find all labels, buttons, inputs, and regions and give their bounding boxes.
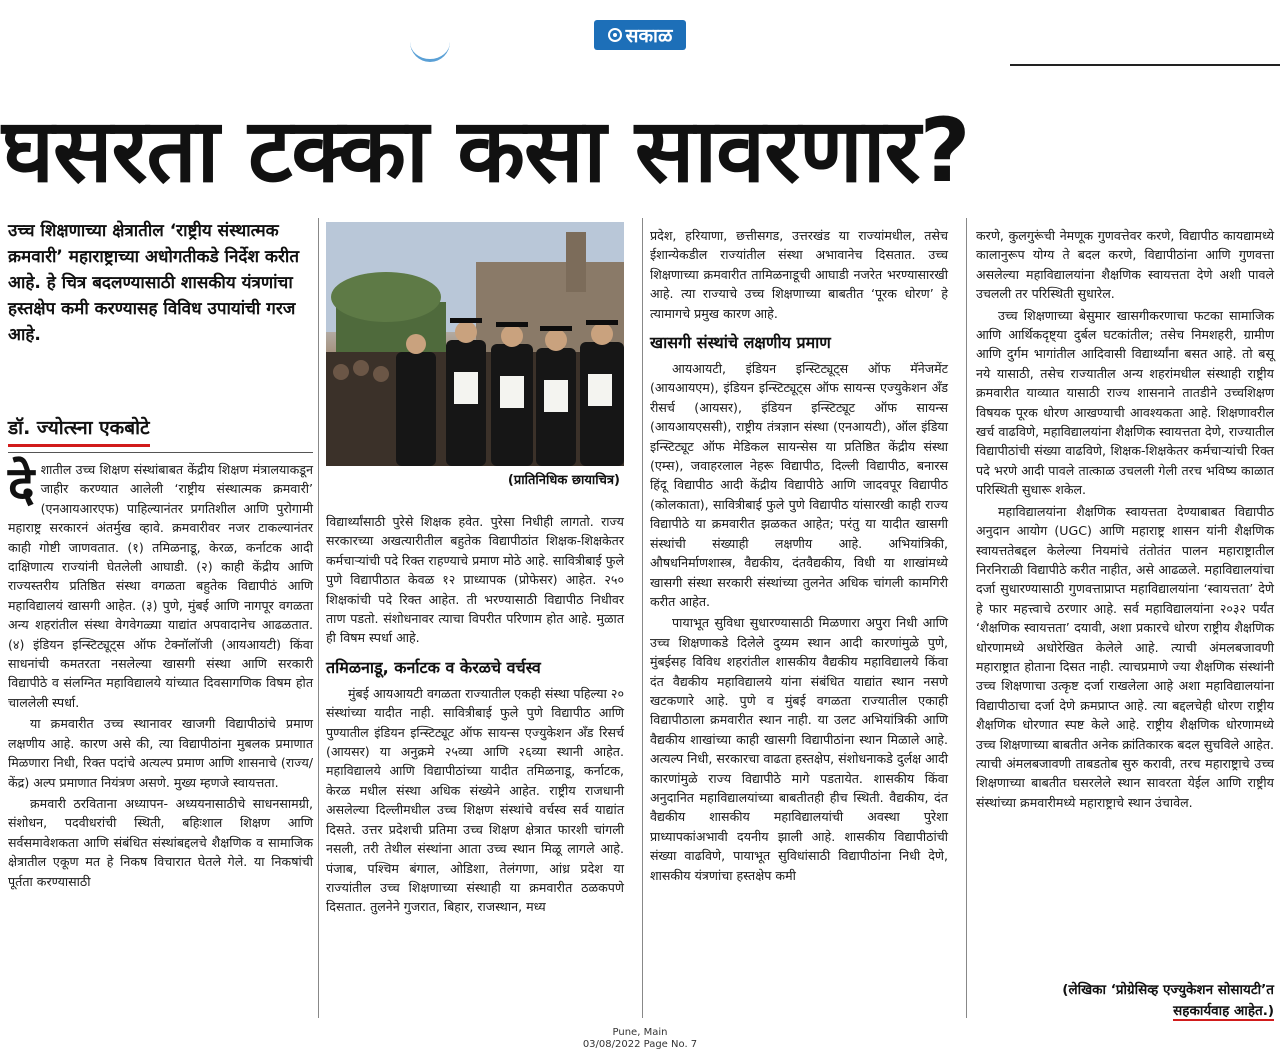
column-divider <box>966 218 967 1018</box>
photo-caption: (प्रातिनिधिक छायाचित्र) <box>507 473 620 488</box>
photo-illustration <box>326 222 624 466</box>
paragraph: क्रमवारी ठरविताना अध्यापन- अध्ययनासाठीचे साधनसामग्री, संशोधन, पदवीधरांची स्थिती, बहिःशाल शिक्षण आणि सर्वसमावेशकता आणि संबंधित संस्थांबद्दलचे शैक्षणिक व सामाजिक क्षेत्रातील एकूण मत हे निकष विचारात घेतले गेले. या निकषांची पूर्तता करण्यासाठी <box>8 795 313 889</box>
page-footer <box>0 1027 1280 1051</box>
paragraph: उच्च शिक्षणाच्या बेसुमार खासगीकरणाचा फटका सामाजिक आणि आर्थिकदृष्ट्या दुर्बल घटकांतील; तसेच निमशहरी, ग्रामीण आणि दुर्गम भागांतील आदिवासी विद्यार्थ्यांना बसत आहे. तो बसू नये यासाठी, तसेच राज्यातील अन्य शहरांमधील संस्थाही राष्ट्रीय क्रमवारीत याव्यात यासाठी राज्य शासनाने तातडीने उच्चशिक्षण विषयक पूरक धोरण आखण्याची आवश्यकता आहे. शिक्षणावरील खर्च वाढविणे, महाविद्यालयांना शैक्षणिक स्वायत्तता देणे, राज्यातील विद्यापीठांची संख्या वाढविणे, शिक्षक-शिक्षकेतर कर्मचाऱ्यांची रिक्त पदे भरणे आदी पावले तात्काळ उचलली गेली तरच भविष्य काळात परिस्थिती सुधारू शकेल. <box>976 307 1274 498</box>
sakal-logo-icon <box>608 28 622 42</box>
paragraph: आयआयटी, इंडियन इन्स्टिट्यूट्स ऑफ मॅनेजमेंट (आयआयएम), इंडियन इन्स्टिट्यूट्स ऑफ सायन्स एज्युकेशन अँड रीसर्च (आयसर), इंडियन इन्स्टिट्यूट ऑफ सायन्स (आयआयएससी), राष्ट्रीय तंत्रज्ञान संस्था (एनआयटी), ऑल इंडिया इन्स्टिट्यूट ऑफ मेडिकल सायन्सेस या प्रतिष्ठित केंद्रीय संस्था (एम्स), जवाहरलाल नेहरू विद्यापीठ, दिल्ली विद्यापीठ, बनारस हिंदू विद्यापीठ आदी केंद्रीय विद्यापीठे आणि जादवपूर विद्यापीठ (कोलकाता), सावित्रीबाई फुले पुणे विद्यापीठ यांसारखी काही राज्य विद्यापीठे या क्रमवारीत झळकत आहेत; परंतु या यादीत खासगी संस्थांची संख्याही लक्षणीय आहे. अभियांत्रिकी, औषधनिर्माणशास्त्र, वैद्यकीय, दंतवैद्यकीय, विधी या शाखांमध्ये खासगी संस्था सरकारी संस्थांच्या तुलनेत अधिक चांगली कामगिरी करीत आहेत. <box>650 361 948 609</box>
drop-cap: दे <box>8 456 35 514</box>
footer-date-page: 03/08/2022 Page No. 7 <box>582 1039 698 1050</box>
credit-line-1: (लेखिका ‘प्रोग्रेसिव्ह एज्युकेशन सोसायटी’त <box>1062 982 1274 998</box>
column-divider <box>642 218 643 1018</box>
subheading: खासगी संस्थांचे लक्षणीय प्रमाण <box>650 333 831 353</box>
credit-line-2: सहकार्यवाह आहेत.) <box>1173 1003 1274 1019</box>
decorative-arc <box>410 40 450 62</box>
paragraph: महाविद्यालयांना शैक्षणिक स्वायत्तता देण्याबाबत विद्यापीठ अनुदान आयोग (UGC) आणि महाराष्ट्र शासन यांनी शैक्षणिक स्वायत्ततेबद्दल केलेल्या नियमांचे तंतोतंत पालन महाराष्ट्रातील निरनिराळी विद्यापीठे करीत नाहीत, असे आढळले. महाविद्यालयांचा दर्जा सुधारण्यासाठी गुणवत्ताप्राप्त महाविद्यालयांना ‘स्वायत्तता’ देणे हे फार महत्त्वाचे ठरणार आहे. सर्व महाविद्यालयांना २०३२ पर्यंत ‘शैक्षणिक स्वायत्तता’ दयावी, अशा प्रकारचे धोरण राष्ट्रीय शैक्षणिक धोरणामध्ये अधोरेखित केलेले आहे. त्याची अंमलबजावणी महाराष्ट्रात होताना दिसत नाही. त्याचप्रमाणे ज्या शैक्षणिक संस्थांनी उच्च शिक्षणाचा उत्कृष्ट दर्जा राखलेला आहे अशा महाविद्यालयांना विद्यापीठाचा दर्जा देणे क्रमप्राप्त आहे. त्या बद्दलचेही धोरण राष्ट्रीय शैक्षणिक धोरणात स्पष्ट केले आहे. राष्ट्रीय शैक्षणिक धोरणामध्ये उच्च शिक्षणाच्या बाबतीत अनेक क्रांतिकारक बदल सुचविले आहेत. त्याची अंमलबजावणी ताबडतोब सुरु करावी, तरच महाराष्ट्राचे उच्च शिक्षणाच्या बाबतीत घसरलेले स्थान सावरता येईल आणि राष्ट्रीय संस्थांच्या क्रमवारीमध्ये महाराष्ट्राचे स्थान उंचावेल. <box>976 503 1274 810</box>
byline-rule <box>8 452 313 453</box>
column-1 <box>8 456 313 893</box>
graduates-photo <box>326 222 624 466</box>
paragraph: शातील उच्च शिक्षण संस्थांबाबत केंद्रीय शिक्षण मंत्रालयाकडून जाहीर करण्यात आलेली ‘राष्ट्रीय संस्थात्मक क्रमवारी’ (एनआयआरएफ) पाहिल्यानंतर प्रगतिशील आणि पुरोगामी महाराष्ट्र सरकारनं अंतर्मुख व्हावे. क्रमवारीवर नजर टाकल्यानंतर काही गोष्टी जाणवतात. (१) तमिळनाडू, केरळ, कर्नाटक आदी दाक्षिणात्य राज्यांनी घेतलेली आघाडी. (२) काही केंद्रीय आणि राज्यस्तरीय प्रतिष्ठित संस्था वगळता बहुतेक विद्यापीठं आणि महाविद्यालयं खासगी आहेत. (३) पुणे, मुंबई आणि नागपूर वगळता अन्य शहरांतील संस्था वेगवेगळ्या याद्यांत अपवादानेच आढळतात. (४) इंडियन इन्स्टिट्यूट्स ऑफ टेक्नॉलॉजी (आयआयटी) किंवा साधनांची कमतरता नसलेल्या खासगी संस्था आणि सरकारी विद्यापीठे व संलग्नित महाविद्यालये यांच्यात दिवसागणिक विषम होत चाललेली स्पर्धा. <box>8 462 313 710</box>
intro-deck: उच्च शिक्षणाच्या क्षेत्रातील ‘राष्ट्रीय संस्थात्मक क्रमवारी’ महाराष्ट्राच्या अधोगतीकडे निर्देश करीत आहे. हे चित्र बदलण्यासाठी शासकीय यंत्रणांचा हस्तक्षेप कमी करण्यासह विविध उपायांची गरज आहे. <box>8 221 300 345</box>
column-divider <box>318 218 319 1018</box>
column-3 <box>650 226 948 887</box>
paragraph: या क्रमवारीत उच्च स्थानावर खाजगी विद्यापीठांचे प्रमाण लक्षणीय आहे. कारण असे की, त्या विद्यापीठांना मुबलक प्रमाणात मिळणारा निधी, रिक्त पदांचे अत्यल्प प्रमाण आणि शासनाचे (राज्य/केंद्र) अल्प प्रमाणात नियंत्रण असणे. मुख्य म्हणजे स्वायत्तता. <box>8 716 313 790</box>
column-4 <box>976 226 1274 814</box>
headline: घसरता टक्का कसा सावरणार? <box>2 99 970 202</box>
author-credit <box>976 980 1274 1022</box>
top-rule <box>1010 64 1280 66</box>
footer-edition: Pune, Main <box>612 1027 668 1038</box>
paragraph: मुंबई आयआयटी वगळता राज्यातील एकही संस्था पहिल्या २० संस्थांच्या यादीत नाही. सावित्रीबाई फुले पुणे विद्यापीठ आणि पुण्यातील इंडियन इन्स्टिट्यूट ऑफ सायन्स एज्युकेशन अँड रिसर्च (आयसर) या अनुक्रमे २५व्या आणि २६व्या स्थानी आहेत. महाविद्यालये आणि विद्यापीठांच्या यादीत तमिळनाडू, कर्नाटक, केरळ मधील संस्था अधिक संख्येने आहेत. राष्ट्रीय राजधानी असलेल्या दिल्लीमधील उच्च शिक्षण संस्थांचेे वर्चस्व सर्व याद्यांत दिसते. उत्तर प्रदेशची प्रतिमा उच्च शिक्षण क्षेत्रात फारशी चांगली नसली, तरी तेथील संस्थांना आता उच्च स्थान मिळू लागले आहे. पंजाब, पश्चिम बंगाल, ओडिशा, तेलंगणा, आंध्र प्रदेश या राज्यांतील उच्च शिक्षणाच्या संस्थाही या क्रमवारीत ठळकपणे दिसतात. तुलनेने गुजरात, बिहार, राजस्थान, मध्य <box>326 685 624 915</box>
paragraph: करणे, कुलगुरूंची नेमणूक गुणवत्तेवर करणे, विद्यापीठ कायद्यामध्ये कालानुरूप योग्य ते बदल करणे, विद्यापीठांना आणि गुणवत्ता असलेल्या महाविद्यालयांना शैक्षणिक स्वायत्तता देणे अशी पावले उचलली तर परिस्थिती सुधारेल. <box>976 228 1274 302</box>
masthead <box>594 20 686 50</box>
byline: डॉ. ज्योत्स्ना एकबोटे <box>8 414 150 447</box>
subheading: तमिळनाडू, कर्नाटक व केरळचे वर्चस्व <box>326 657 541 677</box>
paragraph: पायाभूत सुविधा सुधारण्यासाठी मिळणारा अपुरा निधी आणि उच्च शिक्षणाकडे दिलेले दुय्यम स्थान आदी कारणांमुळे पुणे, मुंबईसह विविध शहरांतील शासकीय वैद्यकीय महाविद्यालये किंवा दंत वैद्यकीय महाविद्यालये यांना संबंधित याद्यांत स्थान नसणे खटकणारे आहे. पुणे व मुंबई वगळता राज्यातील एकाही विद्यापीठाला क्रमवारीत स्थान नाही. या उलट अभियांत्रिकी आणि वैद्यकीय शाखांच्या काही खासगी विद्यापीठांना स्थान मिळाले आहे. अत्यल्प निधी, सरकारचा वाढता हस्तक्षेप, संशोधनाकडे दुर्लक्ष आदी कारणांमुळे राज्य विद्यापीठे मागे पडतायेत. शासकीय किंवा अनुदानित महाविद्यालयांच्या बाबतीतही हीच स्थिती. वैद्यकीय, दंत वैद्यकीय शासकीय महाविद्यालयांची अवस्था पुरेशा प्राध्यापकांअभावी दयनीय झाली आहे. शासकीय विद्यापीठांची संख्या वाढविणे, पायाभूत सुविधांसाठी विद्यापीठांना निधी देणे, शासकीय यंत्रणांचा हस्तक्षेप कमी <box>650 615 948 883</box>
column-2 <box>326 512 624 919</box>
paragraph: विद्यार्थ्यांसाठी पुरेसे शिक्षक हवेत. पुरेसा निधीही लागतो. राज्य सरकारच्या अखत्यारीतील बहुतेक विद्यापीठांत शिक्षक-शिक्षकेतर कर्मचाऱ्यांची पदे रिक्त राहण्याचे प्रमाण मोठे आहे. सावित्रीबाई फुले पुणे विद्यापीठात केवळ १२ प्राध्यापक (प्रोफेसर) आहेत. २५० शिक्षकांची पदे रिक्त आहेत. ती भरण्यासाठी विद्यापीठ निधीवर ताण पडतो. संशोधनावर त्याचा विपरीत परिणाम होत आहे. मुळात ही विषम स्पर्धा आहे. <box>326 514 624 646</box>
masthead-name: सकाळ <box>625 25 673 47</box>
paragraph: प्रदेश, हरियाणा, छत्तीसगड, उत्तरखंड या राज्यांमधील, तसेच ईशान्येकडील राज्यांतील संस्था अभावानेच दिसतात. उच्च शिक्षणाच्या क्रमवारीत तामिळनाडूची आघाडी नजरेत भरण्यासारखी आहे. त्या राज्याचे उच्च शिक्षणाच्या बाबतीत ‘पूरक धोरण’ हे त्यामागचे प्रमुख कारण आहे. <box>650 228 948 321</box>
